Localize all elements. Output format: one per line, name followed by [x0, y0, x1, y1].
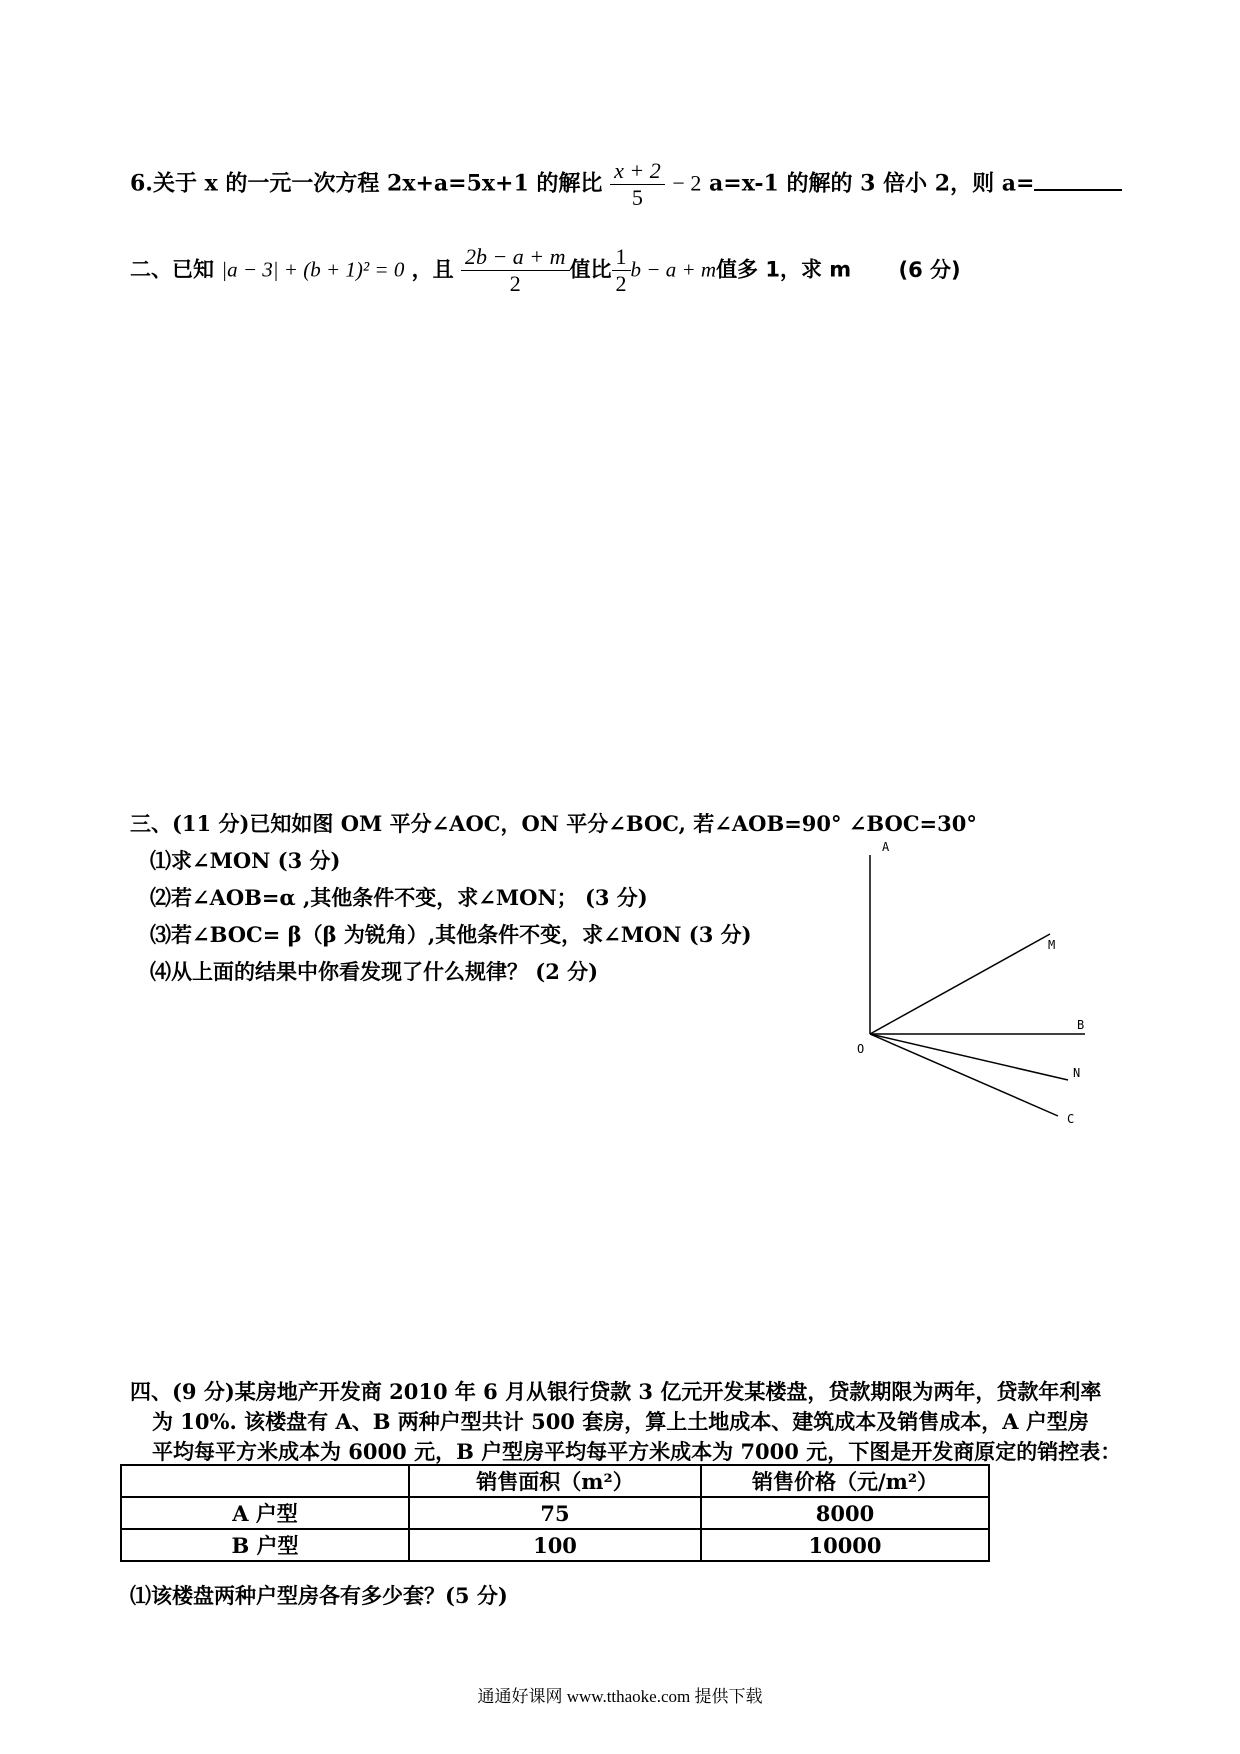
- table-cell: 10000: [701, 1529, 989, 1561]
- table-row: [121, 1529, 989, 1561]
- q2-fraction-1-denominator: 2: [509, 271, 521, 296]
- q2-compare: 值比: [569, 257, 612, 282]
- q4-sub-question-1: ⑴该楼盘两种户型房各有多少套？(5 分): [130, 1583, 508, 1608]
- table-header-cell: [121, 1465, 409, 1497]
- question-6: [130, 158, 1122, 211]
- q2-and: ，且: [411, 257, 454, 282]
- q2-fraction-1: [461, 244, 570, 297]
- label-m: M: [1048, 938, 1056, 952]
- question-4-line-2: 为 10%. 该楼盘有 A、B 两种户型共计 500 套房，算上土地成本、建筑成本及销售成本，A 户型房: [152, 1409, 1089, 1434]
- table-cell: 8000: [701, 1497, 989, 1529]
- label-c: C: [1067, 1112, 1075, 1126]
- label-b: B: [1077, 1018, 1085, 1032]
- table-header-row: [121, 1465, 989, 1497]
- q3-item-3: ⑶若∠BOC= β（β 为锐角）,其他条件不变，求∠MON (3 分): [150, 922, 752, 947]
- question-2: [130, 244, 961, 297]
- q2-fraction-2-numerator: 1: [612, 244, 631, 271]
- q2-fraction-2-denominator: 2: [615, 271, 627, 296]
- q2-condition: |a − 3| + (b + 1)² = 0: [221, 257, 405, 282]
- label-a: A: [882, 840, 890, 854]
- label-o: O: [857, 1042, 865, 1056]
- question-4-line-3: 平均每平方米成本为 6000 元，B 户型房平均每平方米成本为 7000 元，下图是开发商原定的销控表：: [152, 1439, 1122, 1464]
- table-cell: 75: [409, 1497, 701, 1529]
- angle-figure: [850, 830, 1090, 1130]
- q3-item-1: ⑴求∠MON (3 分): [150, 848, 341, 873]
- q6-fraction-numerator: x + 2: [610, 158, 665, 185]
- q6-middle: − 2: [672, 170, 702, 196]
- q6-answer-blank: [1034, 169, 1122, 191]
- q2-prefix: 二、已知: [130, 257, 214, 282]
- ray-oc: [870, 1034, 1058, 1116]
- table-header-cell: 销售价格（元/m²）: [701, 1465, 989, 1497]
- question-4-line-1: 四、(9 分)某房地产开发商 2010 年 6 月从银行贷款 3 亿元开发某楼盘，贷款期限为两年，贷款年利率: [130, 1379, 1102, 1404]
- q3-item-2: ⑵若∠AOB=α ,其他条件不变，求∠MON； (3 分): [150, 885, 648, 910]
- q2-suffix: 值多 1，求 m: [716, 257, 852, 282]
- table-header-cell: 销售面积（m²）: [409, 1465, 701, 1497]
- ray-on: [870, 1034, 1068, 1080]
- table-cell: A 户型: [121, 1497, 409, 1529]
- ray-om: [870, 934, 1050, 1034]
- q2-score: (6 分): [898, 257, 961, 282]
- q6-prefix: 6.关于 x 的一元一次方程 2x+a=5x+1 的解比: [130, 170, 603, 197]
- table-cell: B 户型: [121, 1529, 409, 1561]
- page-footer: 通通好课网 www.tthaoke.com 提供下载: [477, 1687, 763, 1706]
- sales-control-table: [120, 1464, 990, 1562]
- q2-expression-2: b − a + m: [630, 257, 717, 282]
- table-cell: 100: [409, 1529, 701, 1561]
- q6-fraction: [610, 158, 665, 211]
- q2-fraction-1-numerator: 2b − a + m: [461, 244, 570, 271]
- label-n: N: [1073, 1066, 1081, 1080]
- table-row: [121, 1497, 989, 1529]
- q3-item-4: ⑷从上面的结果中你看发现了什么规律？ (2 分): [150, 959, 599, 984]
- q6-fraction-denominator: 5: [631, 185, 643, 210]
- q6-suffix: a=x-1 的解的 3 倍小 2，则 a=: [709, 170, 1035, 197]
- question-3-title: 三、(11 分)已知如图 OM 平分∠AOC，ON 平分∠BOC, 若∠AOB=90° ∠BOC=30°: [130, 811, 977, 836]
- q2-fraction-2: [612, 244, 631, 297]
